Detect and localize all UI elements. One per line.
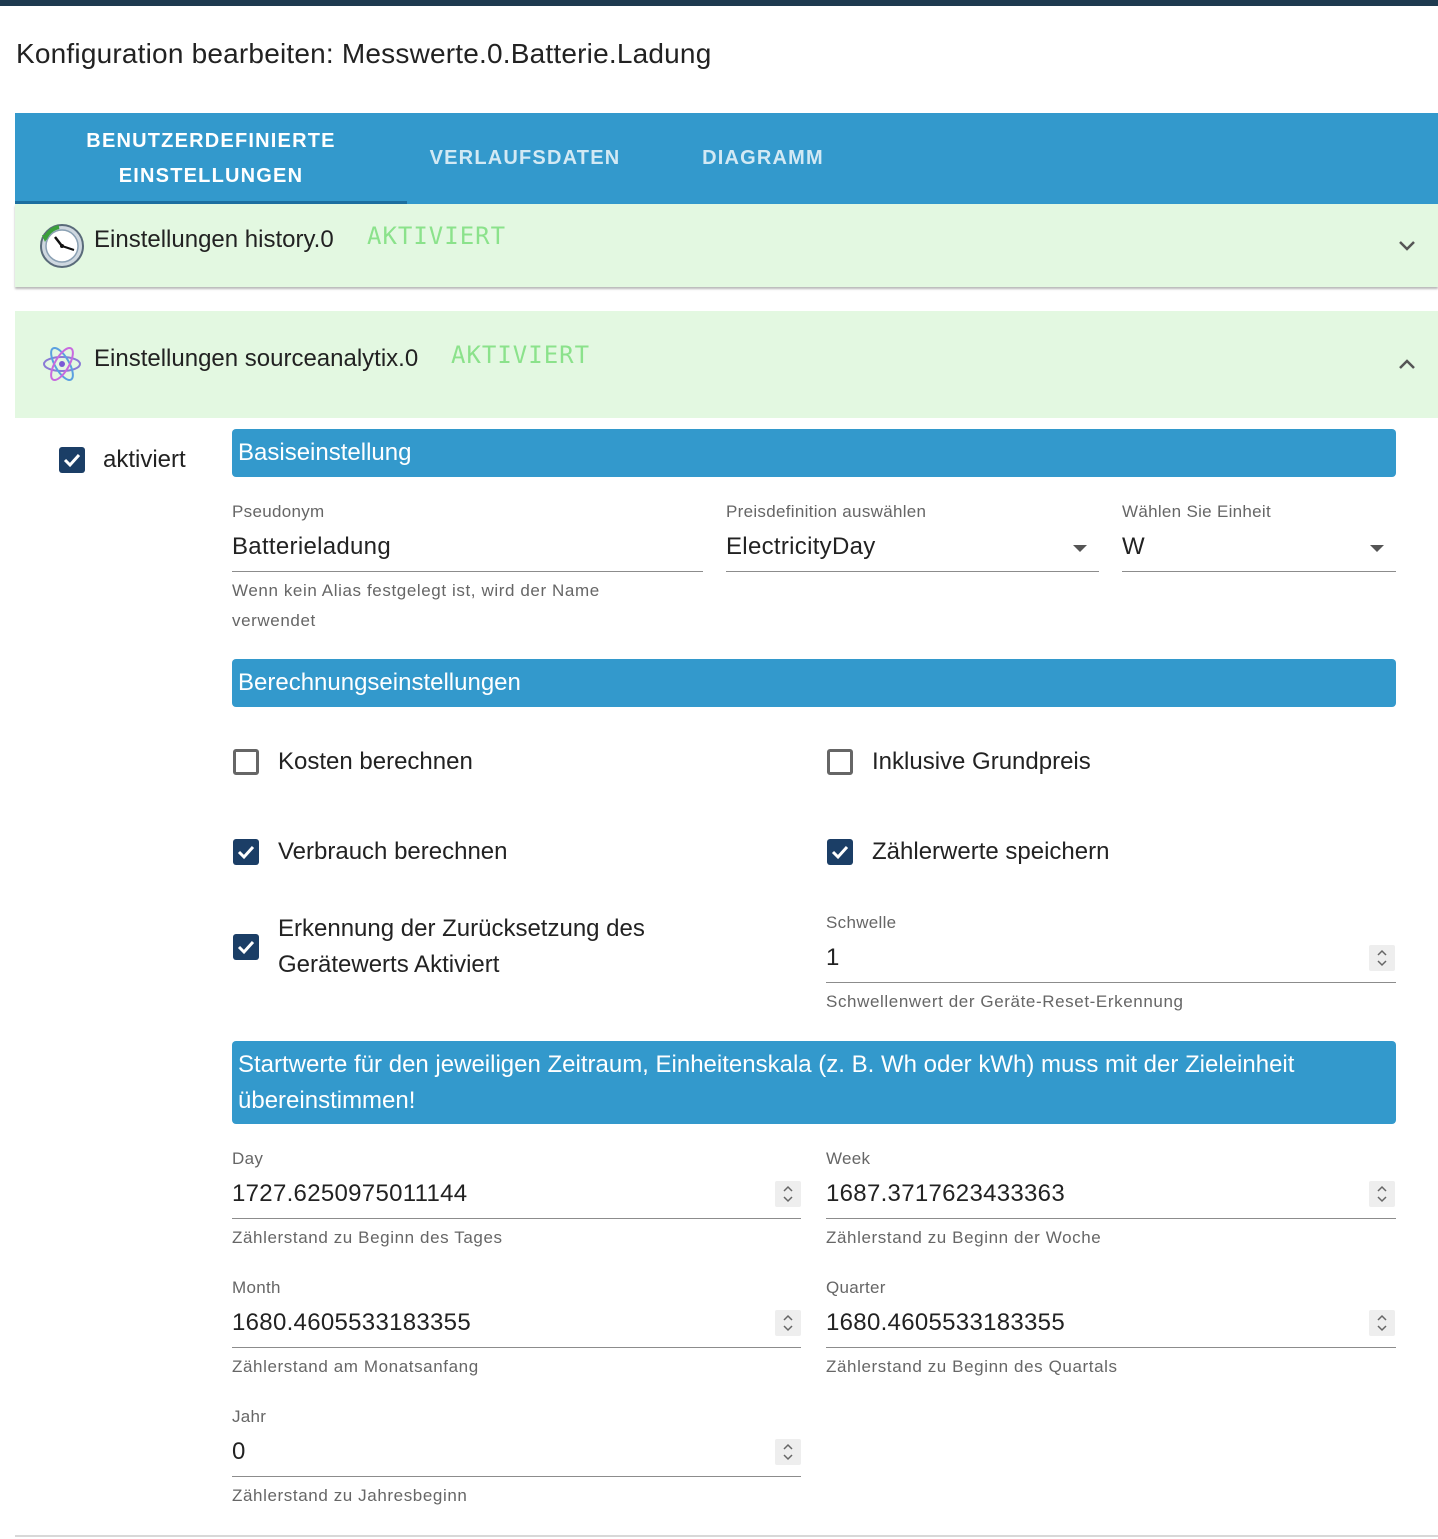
price-definition-label: Preisdefinition auswählen xyxy=(726,502,927,521)
year-label: Jahr xyxy=(232,1407,267,1426)
quarter-spinner[interactable] xyxy=(1369,1310,1395,1336)
week-spinner[interactable] xyxy=(1369,1181,1395,1207)
check-icon xyxy=(830,842,850,862)
spinner-arrows-icon xyxy=(782,1184,794,1204)
calculate-consumption-label: Verbrauch berechnen xyxy=(278,838,508,865)
quarter-label: Quarter xyxy=(826,1278,886,1297)
tab-diagram[interactable]: DIAGRAMM xyxy=(702,147,824,169)
week-label: Week xyxy=(826,1149,871,1168)
quarter-input[interactable]: 1680.4605533183355 xyxy=(826,1309,1065,1336)
save-meter-values-checkbox[interactable] xyxy=(827,839,853,865)
spinner-arrows-icon xyxy=(782,1313,794,1333)
check-icon xyxy=(236,937,256,957)
reset-detection-label xyxy=(278,911,645,983)
month-spinner[interactable] xyxy=(775,1310,801,1336)
tab-custom-settings-line1: BENUTZERDEFINIERTE xyxy=(86,129,336,152)
day-underline xyxy=(232,1218,801,1219)
year-helper-text: Zählerstand zu Jahresbeginn xyxy=(232,1486,468,1505)
enabled-label: aktiviert xyxy=(103,446,186,473)
threshold-underline xyxy=(826,982,1396,983)
calculate-costs-label: Kosten berechnen xyxy=(278,748,473,775)
alias-helper-text: Wenn kein Alias festgelegt ist, wird der Name verwendet xyxy=(232,581,600,630)
spinner-arrows-icon xyxy=(1376,1313,1388,1333)
month-input[interactable]: 1680.4605533183355 xyxy=(232,1309,471,1336)
calculate-costs-checkbox[interactable] xyxy=(233,749,259,775)
quarter-underline xyxy=(826,1347,1396,1348)
alias-label: Pseudonym xyxy=(232,502,325,521)
year-input[interactable]: 0 xyxy=(232,1438,246,1465)
month-underline xyxy=(232,1347,801,1348)
tab-bar xyxy=(15,113,1438,204)
save-meter-values-label: Zählerwerte speichern xyxy=(872,838,1110,865)
threshold-helper-text: Schwellenwert der Geräte-Reset-Erkennung xyxy=(826,992,1184,1011)
threshold-spinner[interactable] xyxy=(1369,945,1395,971)
atom-icon xyxy=(42,343,82,385)
threshold-label: Schwelle xyxy=(826,913,897,932)
history-status-badge: AKTIVIERT xyxy=(367,222,507,250)
day-helper-text: Zählerstand zu Beginn des Tages xyxy=(232,1228,503,1247)
section-calculation-settings: Berechnungseinstellungen xyxy=(232,659,1396,707)
alias-underline xyxy=(232,571,703,572)
alias-input[interactable]: Batterieladung xyxy=(232,533,391,560)
tab-history-data[interactable]: VERLAUFSDATEN xyxy=(429,147,621,169)
day-spinner[interactable] xyxy=(775,1181,801,1207)
check-icon xyxy=(236,842,256,862)
unit-select[interactable]: W xyxy=(1122,533,1145,560)
history-panel-label: Einstellungen history.0 xyxy=(94,226,334,253)
month-helper-text: Zählerstand am Monatsanfang xyxy=(232,1357,479,1376)
week-input[interactable]: 1687.3717623433363 xyxy=(826,1180,1065,1207)
chevron-down-icon[interactable] xyxy=(1396,234,1418,256)
sourceanalytix-status-badge: AKTIVIERT xyxy=(451,341,591,369)
price-dropdown-arrow-icon[interactable] xyxy=(1073,545,1087,552)
calculate-consumption-checkbox[interactable] xyxy=(233,839,259,865)
sourceanalytix-settings-panel[interactable] xyxy=(15,311,1438,418)
history-settings-panel[interactable] xyxy=(15,204,1438,287)
section-start-values: Startwerte für den jeweiligen Zeitraum, Einheitenskala (z. B. Wh oder kWh) muss mit der Zieleinheit übereinstimmen! xyxy=(232,1041,1396,1124)
week-helper-text: Zählerstand zu Beginn der Woche xyxy=(826,1228,1102,1247)
day-label: Day xyxy=(232,1149,264,1168)
sourceanalytix-panel-label: Einstellungen sourceanalytix.0 xyxy=(94,345,419,372)
year-spinner[interactable] xyxy=(775,1439,801,1465)
enabled-checkbox[interactable] xyxy=(59,447,85,473)
include-basic-price-label: Inklusive Grundpreis xyxy=(872,748,1091,775)
check-icon xyxy=(62,450,82,470)
price-underline xyxy=(726,571,1099,572)
day-input[interactable]: 1727.6250975011144 xyxy=(232,1180,468,1207)
spinner-arrows-icon xyxy=(1376,1184,1388,1204)
quarter-helper-text: Zählerstand zu Beginn des Quartals xyxy=(826,1357,1118,1376)
panel-bottom-divider xyxy=(15,1535,1438,1537)
year-underline xyxy=(232,1476,801,1477)
chevron-up-icon[interactable] xyxy=(1396,353,1418,375)
price-definition-select[interactable]: ElectricityDay xyxy=(726,533,876,560)
unit-underline xyxy=(1122,571,1396,572)
tab-custom-settings[interactable] xyxy=(15,113,407,204)
threshold-input[interactable]: 1 xyxy=(826,944,840,971)
top-app-bar-strip xyxy=(0,0,1438,6)
spinner-arrows-icon xyxy=(1376,948,1388,968)
unit-label: Wählen Sie Einheit xyxy=(1122,502,1272,521)
unit-dropdown-arrow-icon[interactable] xyxy=(1370,545,1384,552)
month-label: Month xyxy=(232,1278,281,1297)
tab-custom-settings-line2: EINSTELLUNGEN xyxy=(118,164,304,187)
week-underline xyxy=(826,1218,1396,1219)
clock-icon xyxy=(39,223,85,269)
section-basic-settings: Basiseinstellung xyxy=(232,429,1396,477)
reset-detection-label-line2: Gerätewerts Aktiviert xyxy=(278,951,500,978)
reset-detection-checkbox[interactable] xyxy=(233,934,259,960)
include-basic-price-checkbox[interactable] xyxy=(827,749,853,775)
reset-detection-label-line1: Erkennung der Zurücksetzung des xyxy=(278,915,645,942)
dialog-title: Konfiguration bearbeiten: Messwerte.0.Batterie.Ladung xyxy=(16,38,712,69)
spinner-arrows-icon xyxy=(782,1442,794,1462)
